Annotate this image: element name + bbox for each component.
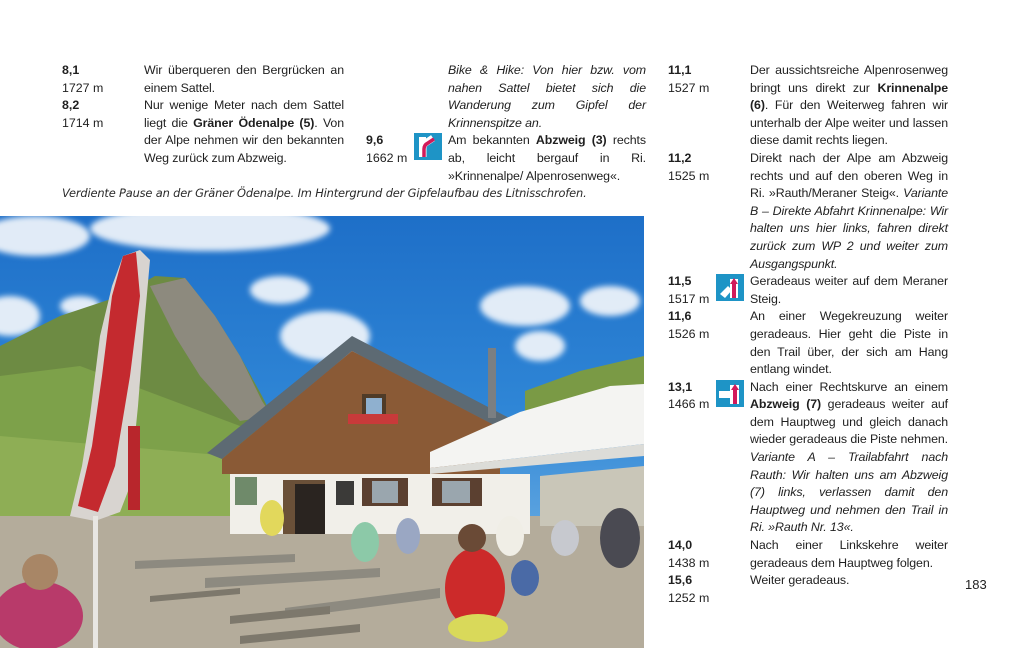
description-text: Nach einer Rechtskurve an einem <box>750 379 948 394</box>
waypoint-altitude: 1526 m <box>668 326 710 341</box>
description-text: . Von der Alpe nehmen wir den bekannten Weg zurück zum Abzweig. <box>144 115 345 165</box>
route-column-2 <box>366 62 646 185</box>
route-column-1 <box>62 62 344 168</box>
route-entry <box>668 537 948 572</box>
variant-note: Variante A – Trailabfahrt nach Rauth: Wir halten uns am Abzweig (7) links, verlassen damit den Hauptweg und nehmen den Trail in Ri. »Rauth Nr. 13«. <box>750 450 948 535</box>
waypoint-marker <box>668 62 750 150</box>
waypoint-distance: 15,6 <box>668 573 693 588</box>
waypoint-marker <box>668 308 750 378</box>
waypoint-altitude: 1714 m <box>62 115 104 130</box>
straight-ahead-fork-left-sign-icon <box>716 274 744 301</box>
description-text: Weiter geradeaus. <box>750 573 850 588</box>
waypoint-altitude: 1662 m <box>366 150 408 165</box>
route-entry <box>668 572 948 607</box>
place-name: Abzweig (7) <box>750 397 822 412</box>
route-entry <box>668 273 948 308</box>
page-number: 183 <box>965 577 987 592</box>
waypoint-description <box>750 150 948 273</box>
place-name: Gräner Ödenalpe (5) <box>193 115 315 130</box>
waypoint-marker <box>62 97 144 167</box>
waypoint-altitude: 1517 m <box>668 291 710 306</box>
waypoint-distance: 11,6 <box>668 309 692 324</box>
waypoint-distance: 11,2 <box>668 150 692 165</box>
waypoint-altitude: 1466 m <box>668 397 710 412</box>
description-text: Am bekannten <box>448 133 536 148</box>
route-entry <box>668 379 948 537</box>
waypoint-marker <box>668 150 750 273</box>
waypoint-marker <box>668 572 750 607</box>
waypoint-description <box>448 62 646 132</box>
mountain-scene <box>0 216 644 648</box>
description-text: geradeaus weiter auf dem Hauptweg und gleich danach wieder geradeaus die Piste nehmen. <box>750 397 948 447</box>
description-text: Nach einer Linkskehre weiter geradeaus dem Hauptweg folgen. <box>750 538 948 570</box>
turn-right-sign-icon <box>414 133 442 160</box>
route-entry <box>366 62 646 132</box>
route-entry <box>62 97 344 167</box>
variant-note: Variante B – Direkte Abfahrt Krinnenalpe: Wir halten uns hier links, fahren direkt zurück zum WP 2 und weiter zum Ausgangspunkt. <box>750 186 948 271</box>
place-name: Abzweig (3) <box>535 133 607 148</box>
description-text: Der aussichtsreiche Alpenrosenweg bringt uns direkt zur <box>750 63 948 95</box>
waypoint-description <box>750 379 948 537</box>
waypoint-description <box>144 97 344 167</box>
description-text: An einer Wegekreuzung weiter geradeaus. Hier geht die Piste in den Trail über, der sich am Hang entlang windet. <box>750 309 948 377</box>
route-entry <box>668 150 948 273</box>
waypoint-altitude: 1438 m <box>668 555 710 570</box>
waypoint-marker <box>62 62 144 97</box>
waypoint-distance: 9,6 <box>366 133 384 148</box>
waypoint-distance: 11,5 <box>668 274 692 289</box>
place-name: Krinnenalpe (6) <box>750 80 948 113</box>
route-entry <box>62 62 344 97</box>
waypoint-marker <box>366 62 448 132</box>
waypoint-altitude: 1527 m <box>668 80 710 95</box>
waypoint-description <box>750 572 849 607</box>
waypoint-altitude: 1727 m <box>62 80 104 95</box>
description-text: Nur wenige Meter nach dem Sattel liegt die <box>144 98 344 130</box>
route-column-3 <box>668 62 948 607</box>
photo-caption: Verdiente Pause an der Gräner Ödenalpe. Im Hintergrund der Gipfelaufbau des Litnisschrofen. <box>62 186 587 200</box>
route-entry <box>668 308 948 378</box>
straight-ahead-junction-left-sign-icon <box>716 380 744 407</box>
waypoint-description <box>144 62 344 97</box>
waypoint-distance: 11,1 <box>668 63 692 77</box>
waypoint-marker <box>668 537 750 572</box>
route-entry <box>366 132 646 185</box>
description-text: Geradeaus weiter auf dem Meraner Steig. <box>750 274 948 306</box>
description-text: Direkt nach der Alpe am Abzweig rechts und auf den oberen Weg in Ri. »Rauth/Meraner Steig«. <box>750 150 948 201</box>
waypoint-altitude: 1252 m <box>668 590 710 605</box>
waypoint-distance: 8,2 <box>62 98 80 113</box>
description-text: Wir überqueren den Bergrücken an einem Sattel. <box>144 63 344 95</box>
waypoint-description <box>750 62 948 150</box>
waypoint-altitude: 1525 m <box>668 168 710 183</box>
mountain-hut-terrace-photo <box>0 216 644 648</box>
description-text: . Für den Weiterweg fahren wir unterhalb der Alpe weiter und lassen diese damit rechts liegen. <box>750 98 948 148</box>
variant-note: Bike & Hike: Von hier bzw. vom nahen Sattel bietet sich die Wanderung zum Gipfel der Krinnenspitze an. <box>448 63 646 130</box>
waypoint-description <box>750 308 948 378</box>
waypoint-distance: 14,0 <box>668 538 693 553</box>
waypoint-description <box>750 537 948 572</box>
route-entry <box>668 62 948 150</box>
waypoint-description <box>448 132 646 185</box>
waypoint-distance: 8,1 <box>62 63 80 77</box>
waypoint-distance: 13,1 <box>668 379 693 394</box>
description-text: rechts ab, leicht bergauf in Ri. »Krinnenalpe/ Alpenrosenweg«. <box>448 133 646 183</box>
waypoint-description <box>750 273 948 308</box>
